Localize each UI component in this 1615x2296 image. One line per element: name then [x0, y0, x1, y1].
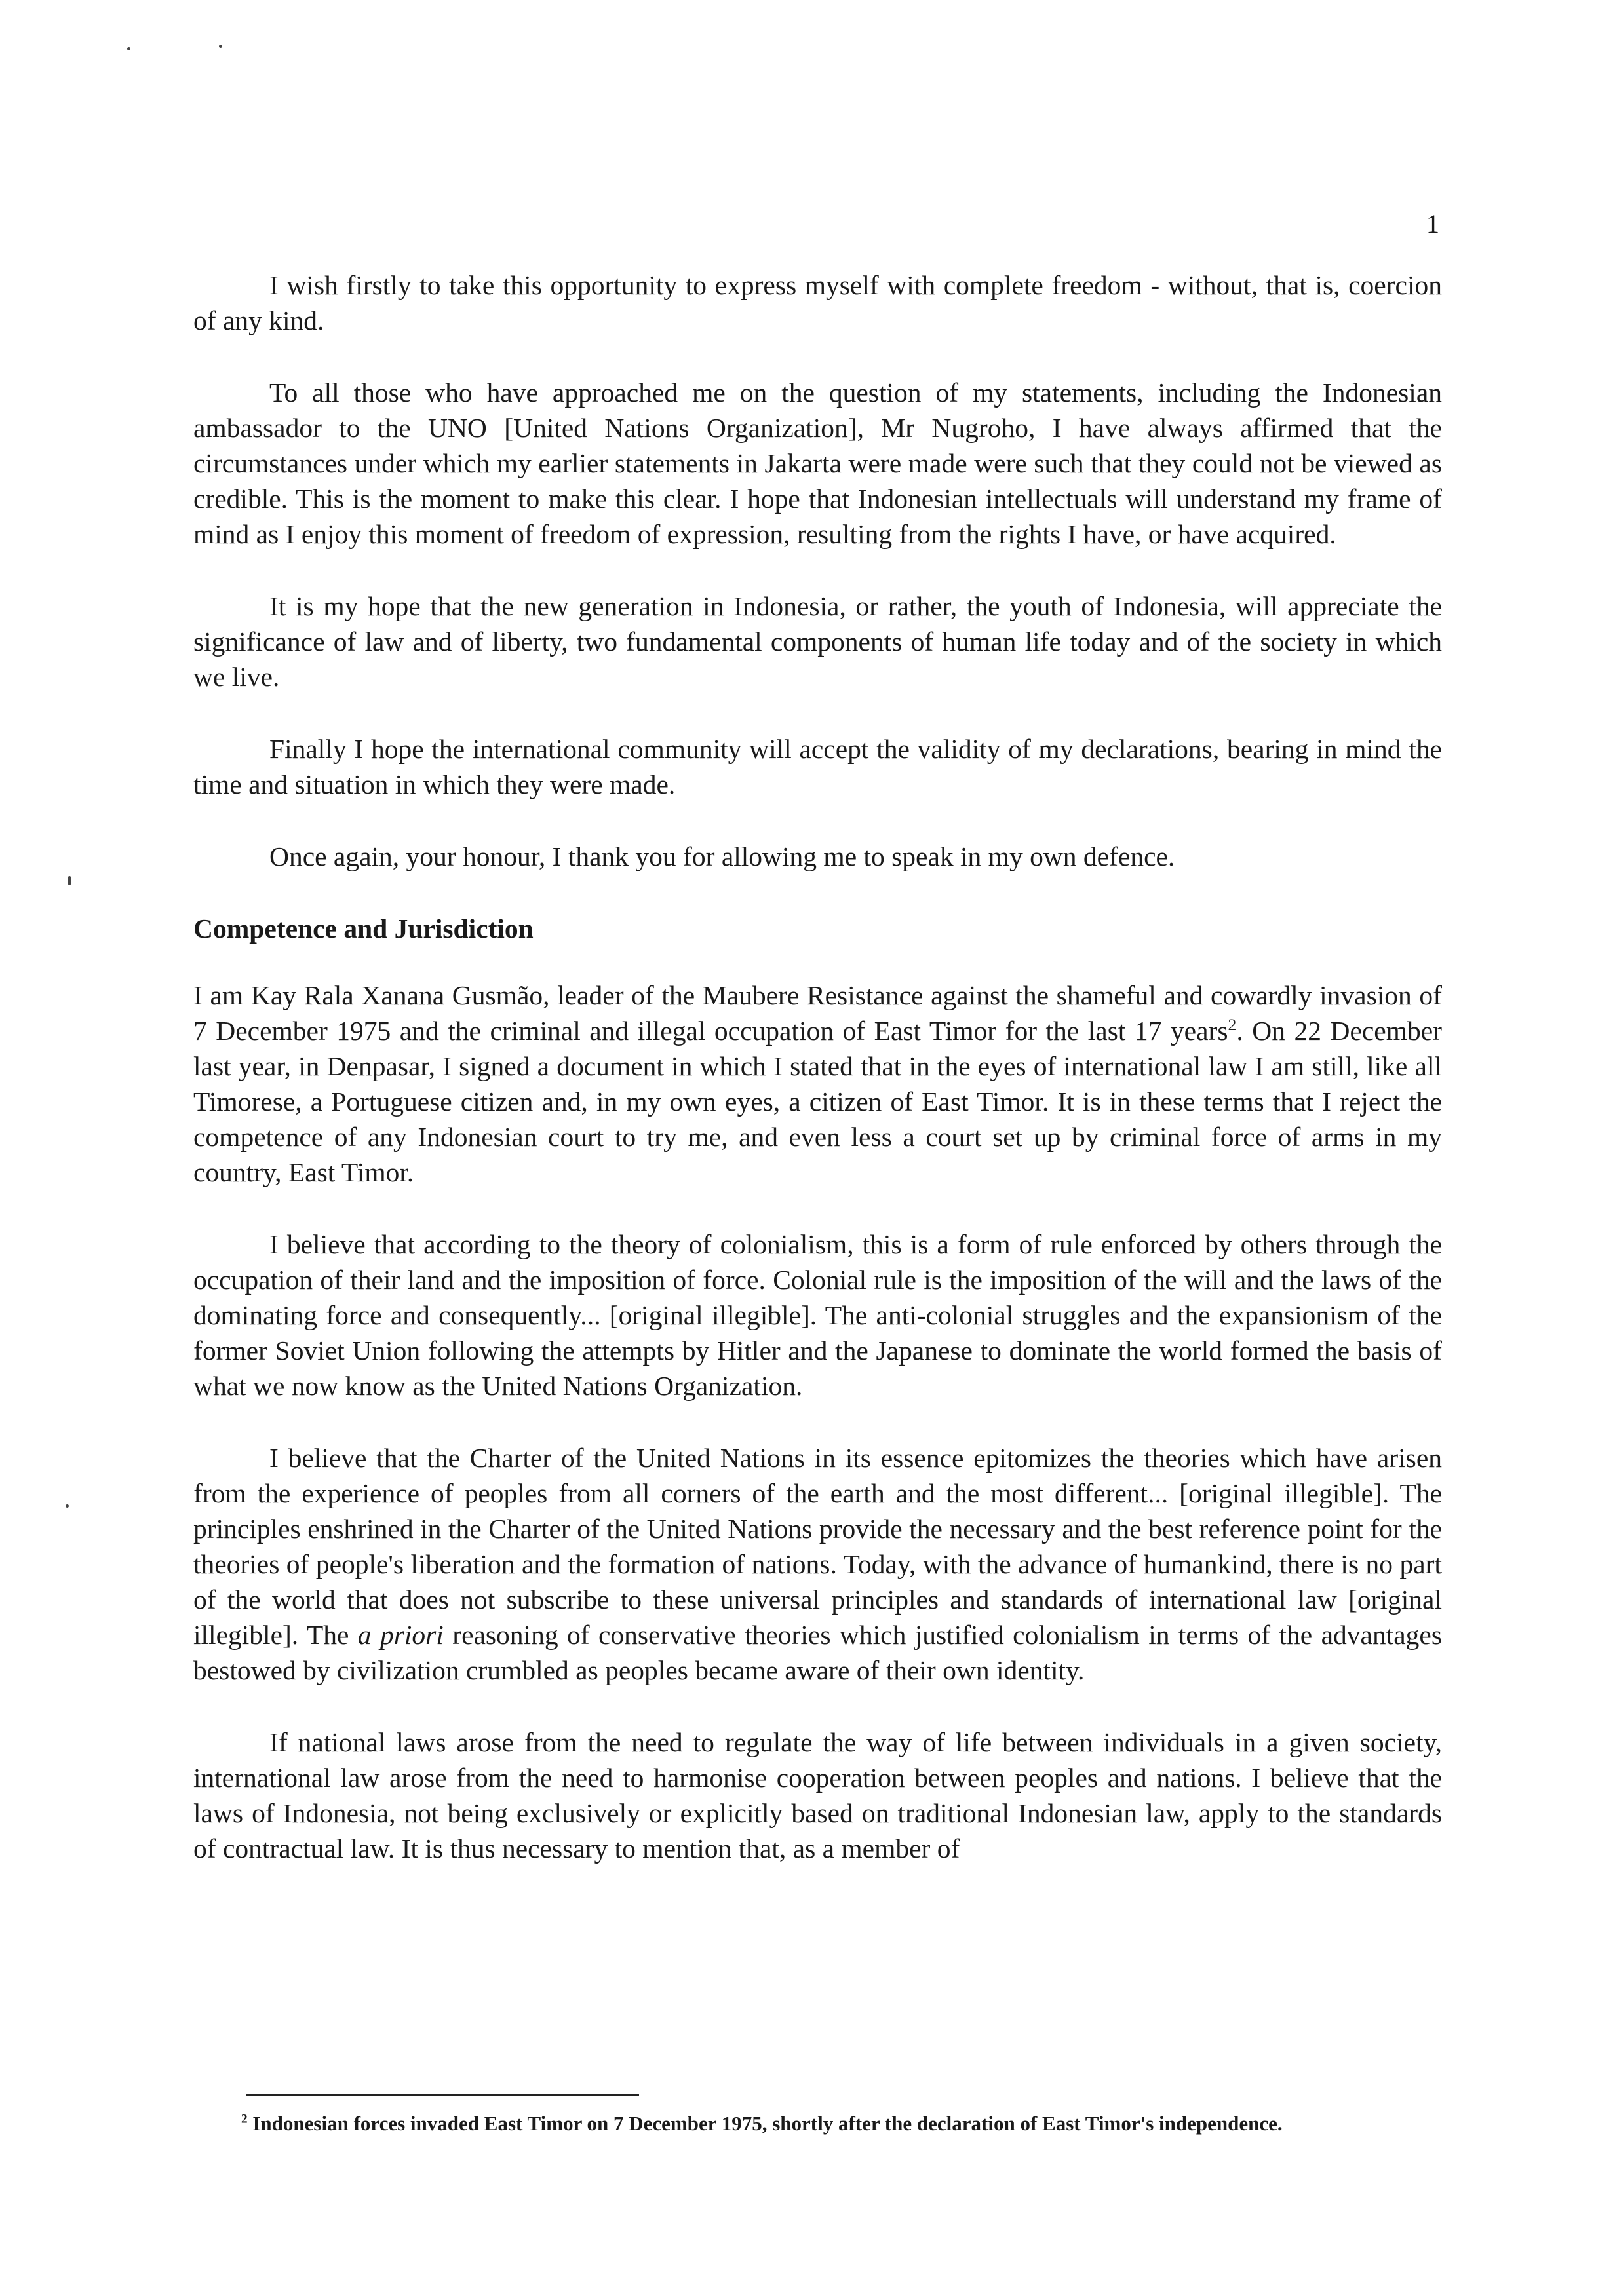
footnote-marker: 2	[241, 2112, 248, 2126]
paragraph: Finally I hope the international community will accept the validity of my declarations, bearing in mind the time and situation in which they were made.	[193, 734, 1442, 799]
paragraph-text: . On 22 December last year, in Denpasar, I signed a document in which I stated that in the eyes of international law I am still, like all Timorese, a Portuguese citizen and, in my own eyes, a citizen of East Timor. It is in these terms that I reject the competence of any Indonesian court to try me, and even less a court set up by criminal force of arms in my country, East Timor.	[193, 1016, 1442, 1187]
paragraph: If national laws arose from the need to regulate the way of life between individuals in a given society, international law arose from the need to harmonise cooperation between peoples and nations. I believe that the laws of Indonesia, not being exclusively or explicitly based on traditional Indonesian law, apply to the standards of contractual law. It is thus necessary to mention that, as a member of	[193, 1727, 1442, 1864]
page-number: 1	[1426, 209, 1439, 239]
section-heading: Competence and Jurisdiction	[193, 913, 534, 944]
paragraph: It is my hope that the new generation in Indonesia, or rather, the youth of Indonesia, will appreciate the significance of law and of liberty, two fundamental components of human life today and of the society in which we live.	[193, 591, 1442, 692]
paragraph: To all those who have approached me on the question of my statements, including the Indonesian ambassador to the UNO [United Nations Organization], Mr Nugroho, I have always affirmed that the circumstances under which my earlier statements in Jakarta were made were such that they could not be viewed as credible. This is the moment to make this clear. I hope that Indonesian intellectuals will understand my frame of mind as I enjoy this moment of freedom of expression, resulting from the rights I have, or have acquired.	[193, 377, 1442, 549]
paragraph: I wish firstly to take this opportunity to express myself with complete freedom - without, that is, coercion of any kind.	[193, 270, 1442, 335]
paragraph-text: I am Kay Rala Xanana Gusmão, leader of the Maubere Resistance against the shameful and cowardly invasion of 7 December 1975 and the criminal and illegal occupation of East Timor for the last 17 years	[193, 980, 1442, 1046]
footnote-text: Indonesian forces invaded East Timor on 7 December 1975, shortly after the declaration of East Timor's independence.	[247, 2112, 1283, 2135]
scan-speck	[127, 47, 130, 50]
footnote-reference: 2	[1228, 1015, 1237, 1035]
paragraph: I believe that according to the theory of colonialism, this is a form of rule enforced by others through the occupation of their land and the imposition of force. Colonial rule is the imposition of the will and the laws of the dominating force and consequently... [original illegible]. The anti-colonial struggles and the expansionism of the former Soviet Union following the attempts by Hitler and the Japanese to dominate the world formed the basis of what we now know as the United Nations Organization.	[193, 1229, 1442, 1401]
paragraph-text: I believe that the Charter of the United Nations in its essence epitomizes the theories which have arisen from the experience of peoples from all corners of the earth and the most different... [original illegible]. The principles enshrined in the Charter of the United Nations provide the necessary and the best reference point for the theories of people's liberation and the formation of nations. Today, with the advance of humankind, there is no part of the world that does not subscribe to these universal principles and standards of international law [original illegible]. The	[193, 1443, 1442, 1650]
paragraph	[193, 1440, 1442, 1688]
scan-speck	[66, 1504, 69, 1508]
footnote	[241, 2110, 1421, 2137]
italic-phrase: a priori	[357, 1620, 444, 1650]
paragraph	[193, 978, 1442, 1190]
document-body	[193, 267, 1442, 1903]
scan-speck	[219, 45, 222, 48]
footnote-separator	[246, 2094, 639, 2096]
scan-speck	[68, 876, 71, 885]
paragraph-text: reasoning of conservative theories which justified colonialism in terms of the advantages bestowed by civilization crumbled as peoples became aware of their own identity.	[193, 1620, 1442, 1685]
paragraph: Once again, your honour, I thank you for allowing me to speak in my own defence.	[269, 841, 1175, 871]
